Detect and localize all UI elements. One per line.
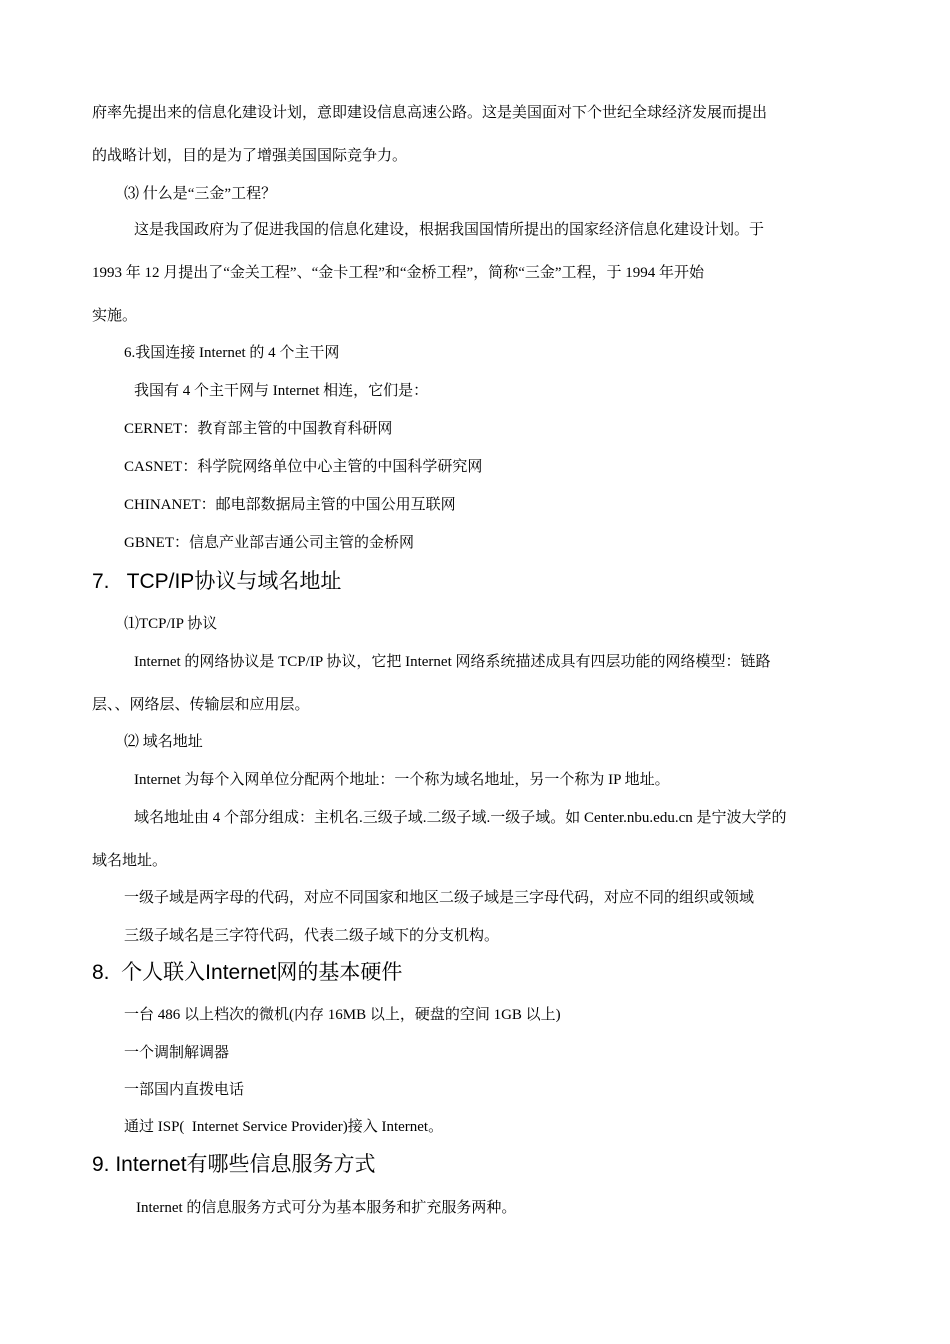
body-text-line: Internet 为每个入网单位分配两个地址：一个称为域名地址，另一个称为 IP 地址。 [134, 772, 670, 788]
body-text-line: 域名地址由 4 个部分组成：主机名.三级子域.二级子域.一级子域。如 Center.nbu.edu.cn 是宁波大学的 [134, 810, 787, 826]
body-text-line: Internet 的信息服务方式可分为基本服务和扩充服务两种。 [136, 1200, 517, 1216]
section-6-intro: 我国有 4 个主干网与 Internet 相连，它们是： [134, 383, 429, 399]
network-item-cernet: CERNET：教育部主管的中国教育科研网 [124, 421, 393, 437]
hardware-item: 一部国内直拨电话 [124, 1082, 245, 1098]
section-7-heading: 7. TCP/IP协议与域名地址 [92, 570, 342, 593]
body-text-line: 实施。 [92, 308, 138, 324]
body-text-line: 三级子域名是三字符代码，代表二级子域下的分支机构。 [124, 928, 500, 944]
body-text-line: Internet 的网络协议是 TCP/IP 协议，它把 Internet 网络系统描述成具有四层功能的网络模型：链路 [134, 654, 771, 670]
body-text-line: 一级子域是两字母的代码，对应不同国家和地区二级子域是三字母代码，对应不同的组织或领域 [124, 890, 755, 906]
section-6-title: 6.我国连接 Internet 的 4 个主干网 [124, 345, 340, 361]
section-7-sub-2-title: ⑵ 域名地址 [124, 734, 203, 750]
subheading-three-gold: ⑶ 什么是“三金”工程？ [124, 186, 277, 202]
hardware-item: 一个调制解调器 [124, 1045, 230, 1061]
body-text-line: 域名地址。 [92, 853, 168, 869]
section-7-sub-1-title: ⑴TCP/IP 协议 [124, 616, 218, 632]
network-item-chinanet: CHINANET：邮电部数据局主管的中国公用互联网 [124, 497, 456, 513]
section-8-heading: 8. 个人联入Internet网的基本硬件 [92, 961, 403, 984]
network-item-gbnet: GBNET：信息产业部吉通公司主管的金桥网 [124, 535, 414, 551]
hardware-item: 通过 ISP( Internet Service Provider)接入 Internet。 [124, 1119, 444, 1135]
body-text-line: 府率先提出来的信息化建设计划，意即建设信息高速公路。这是美国面对下个世纪全球经济发展而提出 [92, 105, 768, 121]
network-item-casnet: CASNET：科学院网络单位中心主管的中国科学研究网 [124, 459, 483, 475]
body-text-line: 这是我国政府为了促进我国的信息化建设，根据我国国情所提出的国家经济信息化建设计划。于 [134, 222, 765, 238]
body-text-line: 层、、网络层、传输层和应用层。 [92, 697, 310, 713]
body-text-line: 1993 年 12 月提出了“金关工程”、“金卡工程”和“金桥工程”，简称“三金”工程，于 1994 年开始 [92, 265, 705, 281]
section-9-heading: 9. Internet有哪些信息服务方式 [92, 1153, 376, 1176]
body-text-line: 的战略计划，目的是为了增强美国国际竞争力。 [92, 148, 408, 164]
hardware-item: 一台 486 以上档次的微机(内存 16MB 以上，硬盘的空间 1GB 以上) [124, 1007, 561, 1023]
